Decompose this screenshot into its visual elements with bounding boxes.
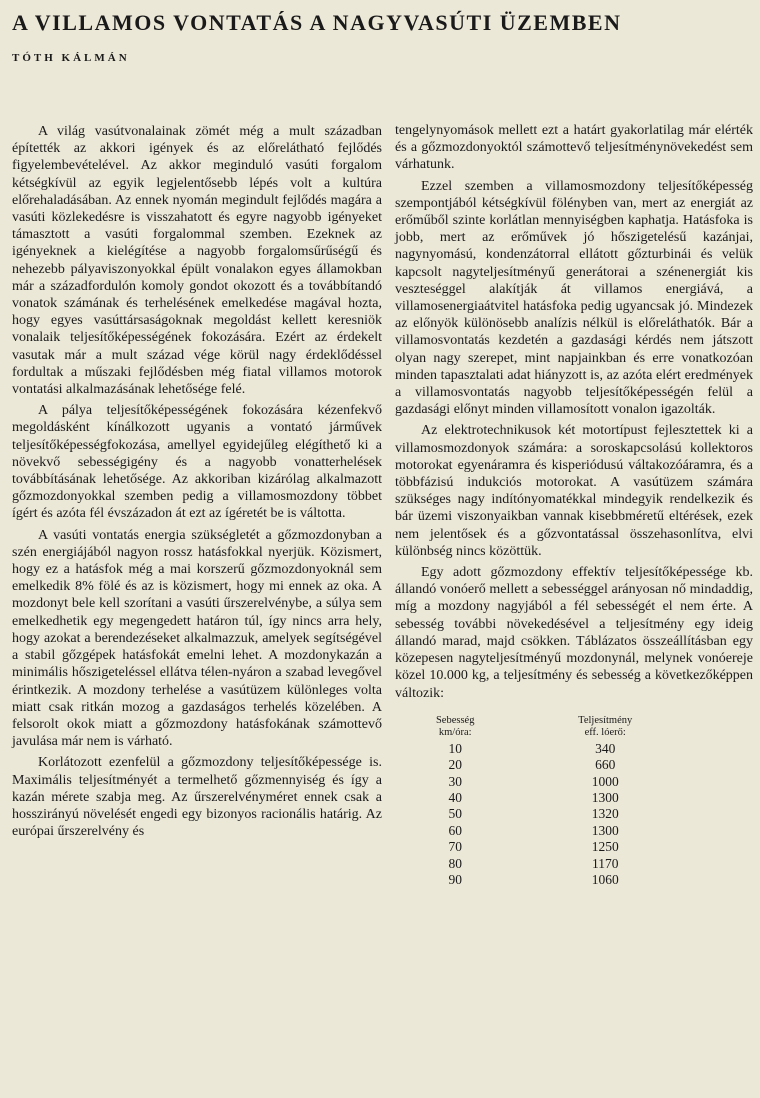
paragraph: Ezzel szemben a villamosmozdony teljesítőképesség szempontjából kétségkívül fölényben van, mert az energiát az erőműből szinte korlátlan mennyiségben kaphatja. Hatásfoka is jobb, mert az erőművek jó hőszigetelésű kazánjai, nagynyomású, kondenzátorral ellátott gőzturbinái és velük kapcsolt nagyteljesítményű generátorai a szénenergiát kis veszteséggel alakítják át villamos energiává, a villamosenergiaátvitel hatásfoka pedig ugyancsak jó. Mindezek az előnyök különösebb analízis nélkül is előreláthatók. Bár a villamosvontatás kezdetén a gazdasági kérdés nem játszott olyan nagy szerepet, mint napjainkban és erre vonatkozóan minden tapasztalati adat hiányzott is, az azóta elért eredmények a villamosvontatás nagyobb teljesítőképességén felül a gazdasági előnyt minden villamosított vonalon igazolták. <box>395 178 753 418</box>
table-row <box>395 839 695 855</box>
speed-cell: 20 <box>448 757 462 773</box>
speed-cell: 80 <box>448 855 462 871</box>
table-row <box>395 823 695 839</box>
power-cell: 1300 <box>591 789 619 805</box>
power-header-line1: Teljesítmény <box>578 714 633 726</box>
table-row <box>395 741 695 757</box>
table-header-row <box>395 714 695 741</box>
power-cell: 1320 <box>591 806 619 822</box>
speed-cell: 40 <box>448 789 462 805</box>
power-column-header <box>515 714 695 741</box>
power-cell: 660 <box>595 757 616 773</box>
speed-cell: 10 <box>448 740 462 756</box>
paragraph: tengelynyomások mellett ezt a határt gyakorlatilag már elérték és a gőzmozdonyoktól számottevő teljesítménynövekedést sem várhatunk. <box>395 123 753 173</box>
power-header-line2: eff. lóerő: <box>584 726 626 738</box>
left-column <box>12 123 382 844</box>
table-row <box>395 872 695 888</box>
table-row <box>395 790 695 806</box>
speed-cell: 90 <box>448 871 462 887</box>
power-cell: 1300 <box>591 822 619 838</box>
article-author: TÓTH KÁLMÁN <box>12 52 130 64</box>
speed-cell: 70 <box>448 839 462 855</box>
speed-column-header <box>395 714 515 741</box>
paragraph: Az elektrotechnikusok két motortípust fejlesztettek ki a villamosmozdonyok számára: a soroskapcsolású kollektoros motorokat egyenáramra és kisperiódusú váltakozóáramra, és a többfázisú indukciós motorokat. A vasútüzem számára szükséges nagy indítónyomatékkal mindegyik rendelkezik és bár üzemi viszonyaikban vannak kisebbméretű eltérések, ezek nem jelentősek és a gőzvontatással összehasonlítva, elvi különbség nincs közöttük. <box>395 423 753 559</box>
power-cell: 1000 <box>591 773 619 789</box>
table-row <box>395 774 695 790</box>
table-row <box>395 806 695 822</box>
speed-power-table <box>395 714 695 889</box>
table-row <box>395 856 695 872</box>
power-cell: 340 <box>595 740 616 756</box>
paragraph: A világ vasútvonalainak zömét még a mult században építették az akkori igények és az előrelátható fejlődés figyelembevételével. Az akkor meginduló vasúti forgalom kétségkívül az egyik legjelentősebb lépés volt a kultúra előrehaladásában. Az ennek nyomán megindult fejlődés magára a vasúti közlekedésre is visszahatott és egyre nagyobb igényeket támasztott a vasúti forgalommal szemben. Ezeknek az igényeknek a kielégítése a nagyobb forgalomsűrűségű és nehezebb pályaviszonyokkal épült vonalakon egyes államokban már a századfordulón komoly gondot okozott és a továbbítandó vonatok számának és terhelésének emelkedése magával hozta, hogy egyes vasúttársaságoknak megoldást kellett keresniök vonalaik teljesítőképességének fokozására. Ezért az érdekelt vasutak már a mult század vége körül nagy érdeklődéssel fordultak a műszaki fejlődésben még fiatal villamos motorok vontatási alkalmazásának lehetősége felé. <box>12 124 382 398</box>
article-title: A VILLAMOS VONTATÁS A NAGYVASÚTI ÜZEMBEN <box>12 10 622 35</box>
paragraph: A pálya teljesítőképességének fokozására kézenfekvő megoldásként kínálkozott ugyanis a vontató járművek teljesítőképességfokozása, amellyel egyidejűleg elégíthető ki a növekvő sebességigény és a nagyobb vonatterhelések továbbításának lehetősége. Az akkoriban kizárólag alkalmazott gőzmozdonyokkal szemben pedig a villamosmozdony többet ígért és azóta fél évszázadon át ezt az ígéretét be is váltotta. <box>12 403 382 522</box>
speed-header-line2: km/óra: <box>438 726 472 738</box>
speed-cell: 30 <box>448 773 462 789</box>
right-column <box>395 122 753 888</box>
power-cell: 1170 <box>591 855 619 871</box>
table-row <box>395 757 695 773</box>
power-cell: 1250 <box>591 839 619 855</box>
speed-cell: 50 <box>448 806 462 822</box>
paragraph: Korlátozott ezenfelül a gőzmozdony teljesítőképessége is. Maximális teljesítményét a termelhető gőzmennyiség és így a kazán mérete szabja meg. Az űrszerelvényméret ennek csak a hosszirányú növelését engedi egy bizonyos racionális határig. Az európai űrszerelvény és <box>12 755 382 840</box>
paragraph: Egy adott gőzmozdony effektív teljesítőképessége kb. állandó vonóerő mellett a sebességgel arányosan nő mindaddig, míg a mozdony nagyjából a fél sebességét el nem érte. A sebesség további növekedésével a teljesítmény egy ideig állandó marad, majd csökken. Táblázatos összeállításban egy közepesen nagyteljesítményű mozdonynál, melynek vonóereje közel 10.000 kg, a teljesítmény és sebesség a következőképpen változik: <box>395 565 753 701</box>
paragraph: A vasúti vontatás energia szükségletét a gőzmozdonyban a szén energiájából nagyon rossz hatásfokkal nyerjük. Közismert, hogy ez a hatásfok még a mai korszerű gőzmozdonyoknál sem emelkedik 8% fölé és az is közismert, hogy mi ennek az oka. A mozdonyt bele kell szorítani a vasúti űrszerelvénybe, a súlya sem emelkedhetik egy megengedett határon túl, így nincs arra hely, hogy azokat a berendezéseket alkalmazzuk, amelyek segítségével a stabil gőzgépek hatásfokát emelni lehet. A mozdonykazán a minimális hőszigeteléssel ellátva télen-nyáron a szabad levegővel érintkezik. A mozdony terhelése a vasútüzem különleges volta miatt csak ritkán mozog a gazdaságos terhelés közelében. A felsorolt okok miatt a gőzmozdony hatásfokának számottevő javulása már nem is várható. <box>12 527 382 750</box>
speed-cell: 60 <box>448 822 462 838</box>
power-cell: 1060 <box>591 871 619 887</box>
table-body <box>395 741 695 889</box>
speed-header-line1: Sebesség <box>435 714 475 726</box>
